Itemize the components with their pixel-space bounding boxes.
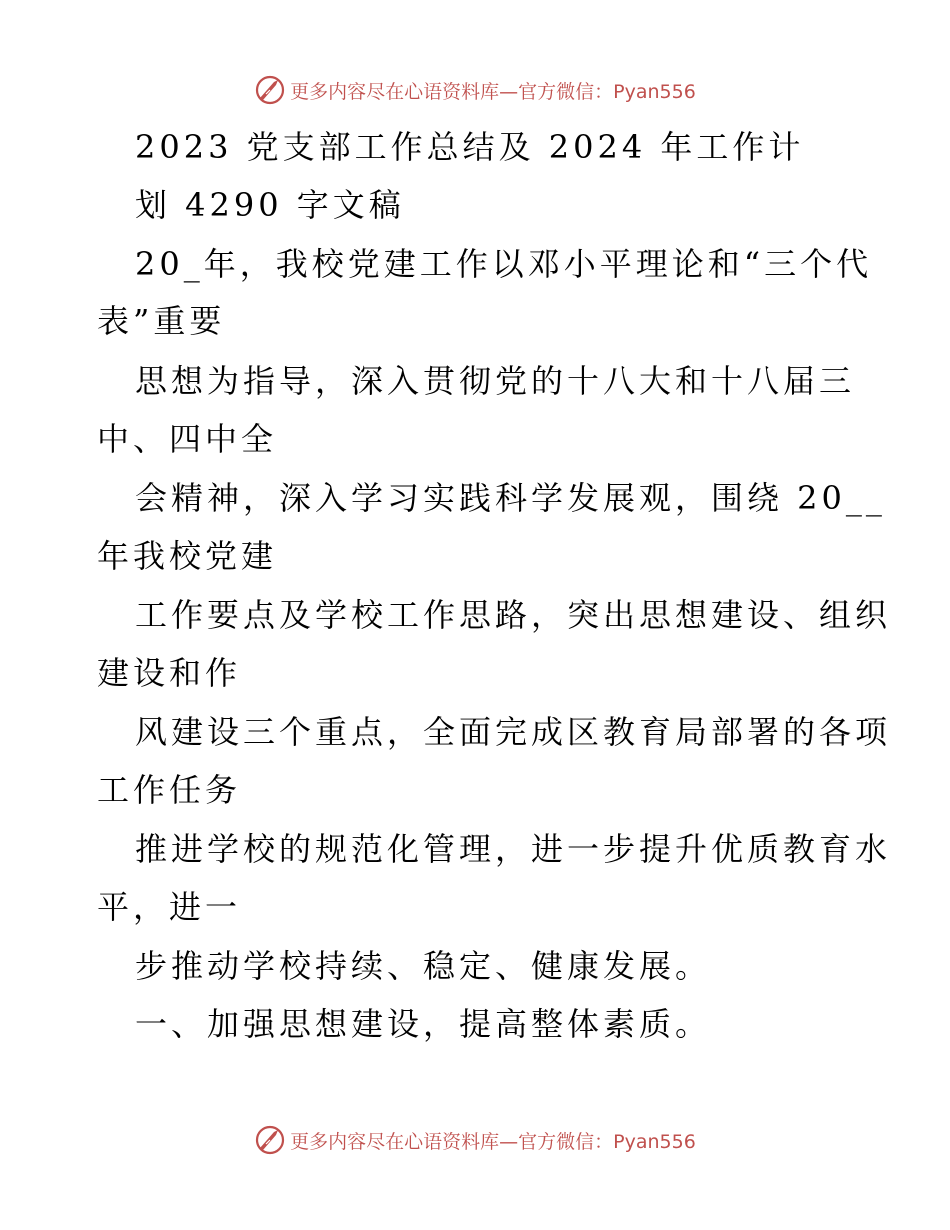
doc-line: 工作要点及学校工作思路，突出思想建设、组织	[135, 596, 892, 634]
doc-line: 推进学校的规范化管理，进一步提升优质教育水	[135, 830, 892, 868]
doc-line: 中、四中全	[97, 420, 278, 458]
doc-line: 工作任务	[97, 771, 242, 809]
watermark-text: 更多内容尽在心语资料库—官方微信：Pyan556	[290, 1130, 696, 1153]
doc-line: 步推动学校持续、稳定、健康发展。	[135, 947, 712, 985]
doc-line: 平，进一	[97, 888, 242, 926]
doc-line: 划 4290 字文稿	[135, 186, 405, 224]
doc-line: 建设和作	[97, 654, 242, 692]
watermark-text: 更多内容尽在心语资料库—官方微信：Pyan556	[290, 80, 696, 103]
doc-line: 2023 党支部工作总结及 2024 年工作计	[135, 128, 805, 166]
doc-line: 年我校党建	[97, 537, 278, 575]
doc-line: 一、加强思想建设，提高整体素质。	[135, 1005, 712, 1043]
doc-line: 表”重要	[97, 302, 226, 340]
footer-watermark	[0, 1120, 950, 1160]
quill-pen-logo-icon	[254, 1124, 286, 1156]
doc-line: 会精神，深入学习实践科学发展观，围绕 20__	[135, 479, 886, 517]
doc-line: 风建设三个重点，全面完成区教育局部署的各项	[135, 713, 892, 751]
header-watermark	[0, 70, 950, 110]
doc-line: 20_年，我校党建工作以邓小平理论和“三个代	[135, 245, 873, 283]
quill-pen-logo-icon	[254, 74, 286, 106]
doc-line: 思想为指导，深入贯彻党的十八大和十八届三	[135, 362, 856, 400]
